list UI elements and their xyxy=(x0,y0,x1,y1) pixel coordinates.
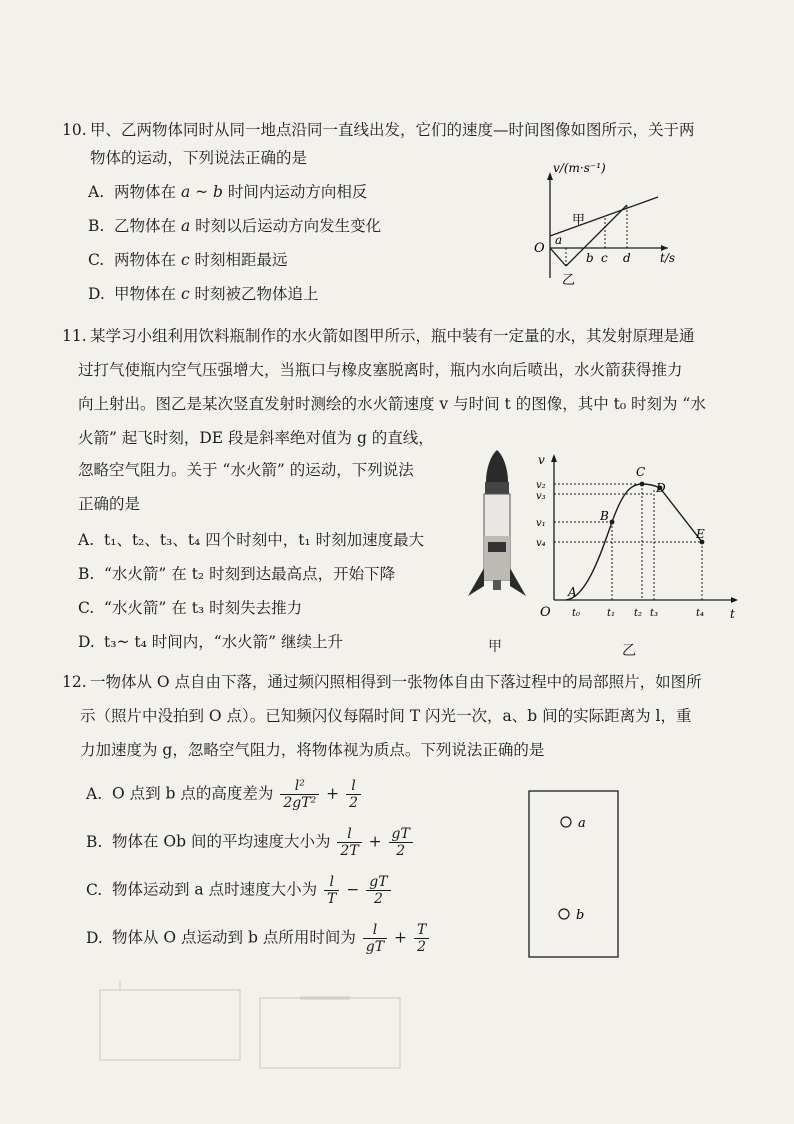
q12-d-operator: + xyxy=(394,928,408,947)
q12-b-f2-num: gT xyxy=(389,826,413,843)
q11-option-d xyxy=(78,632,343,652)
q10-tick-c: c xyxy=(601,251,608,265)
q10-option-a-mid: ~ xyxy=(190,183,214,201)
q10-vt-graph xyxy=(528,160,678,290)
q10-option-a-var2: b xyxy=(213,183,223,201)
q11-number: 11. xyxy=(62,327,87,345)
q11-xtick-t2: t₂ xyxy=(634,608,643,619)
q12-option-c-frac2 xyxy=(366,874,390,907)
q12-option-b xyxy=(86,826,415,859)
q10-option-b-post: 时刻以后运动方向发生变化 xyxy=(190,217,382,235)
q12-option-b-label: B. xyxy=(86,832,103,851)
q11-fig-yi-caption: 乙 xyxy=(622,643,636,659)
q12-option-c-text: 物体运动到 a 点时速度大小为 xyxy=(112,880,318,899)
q10-option-a-post: 时间内运动方向相反 xyxy=(222,183,368,201)
q11-label-a: A xyxy=(568,585,577,599)
q11-ytick-v3: v₃ xyxy=(536,491,546,502)
q10-stem-line1: 甲、乙两物体同时从同一地点沿同一直线出发，它们的速度—时间图像如图所示，关于两 xyxy=(90,121,695,139)
q11-origin: O xyxy=(540,605,551,620)
q10-option-a-label: A. xyxy=(88,183,105,201)
q12-a-f2-den: 2 xyxy=(349,795,358,811)
q11-ytick-v1: v₁ xyxy=(536,518,546,529)
q10-option-b xyxy=(88,216,381,236)
q12-stem-line1: 一物体从 O 点自由下落，通过频闪照相得到一张物体自由下落过程中的局部照片，如图所 xyxy=(90,673,702,691)
q11-option-a-label: A. xyxy=(78,531,95,549)
q10-option-b-pre: 乙物体在 xyxy=(114,217,181,235)
q11-option-d-label: D. xyxy=(78,633,95,651)
q11-option-a xyxy=(78,530,424,550)
rocket-label-band xyxy=(488,542,506,552)
q11-option-c xyxy=(78,598,302,618)
q10-option-b-label: B. xyxy=(88,217,105,235)
q10-option-d-var1: c xyxy=(180,285,190,303)
q12-option-a xyxy=(86,778,363,811)
q12-stem-line2: 示（照片中没拍到 O 点）。已知频闪仪每隔时间 T 闪光一次，a、b 间的实际距离为 l，重 xyxy=(80,707,692,725)
q12-label-b: b xyxy=(576,908,585,923)
q11-label-c: C xyxy=(636,465,646,479)
q12-d-f2-num: T xyxy=(414,922,429,939)
q10-option-a-pre: 两物体在 xyxy=(114,183,181,201)
q12-option-c-frac1 xyxy=(324,874,339,907)
q10-option-c-var1: c xyxy=(180,251,190,269)
q10-tick-d: d xyxy=(623,251,631,265)
q11-label-b: B xyxy=(600,509,609,523)
q12-c-f2-den: 2 xyxy=(373,891,383,907)
q10-option-c-label: C. xyxy=(88,251,105,269)
q11-stem-line1: 某学习小组利用饮料瓶制作的水火箭如图甲所示，瓶中装有一定量的水，其发射原理是通 xyxy=(90,327,695,345)
q11-point-c xyxy=(640,482,645,487)
q12-option-d xyxy=(86,922,431,955)
faint-circuit-left xyxy=(100,990,240,1060)
q10-tick-a: a xyxy=(555,233,563,247)
q10-option-c-post: 时刻相距最远 xyxy=(189,251,288,269)
q10-stem-line2: 物体的运动，下列说法正确的是 xyxy=(90,149,308,167)
q12-c-f1-num: l xyxy=(324,874,339,891)
q11-y-arrow xyxy=(551,454,557,462)
q11-point-b xyxy=(610,520,615,525)
q11-xtick-t4: t₄ xyxy=(696,608,705,619)
q12-a-operator: + xyxy=(326,784,340,803)
q12-option-a-text: O 点到 b 点的高度差为 xyxy=(112,784,274,803)
q10-option-b-var1: a xyxy=(180,217,191,235)
q12-d-f1-den: gT xyxy=(365,939,385,955)
q11-xtick-t0: t₀ xyxy=(572,608,581,619)
q11-xtick-t3: t₃ xyxy=(650,608,659,619)
q11-option-b-text: “水火箭” 在 t₂ 时刻到达最高点，开始下降 xyxy=(104,565,396,583)
q12-stem-line3: 力加速度为 g，忽略空气阻力，将物体视为质点。下列说法正确的是 xyxy=(80,741,545,759)
q10-option-d-pre: 甲物体在 xyxy=(114,285,181,303)
q11-x-arrow xyxy=(731,597,738,603)
q11-ytick-v4: v₄ xyxy=(536,538,546,549)
q12-photo-frame xyxy=(529,791,618,957)
q11-option-b xyxy=(78,564,395,584)
rocket-fin-left xyxy=(468,568,484,596)
q11-option-c-text: “水火箭” 在 t₃ 时刻失去推力 xyxy=(104,599,303,617)
rocket-neck xyxy=(485,482,509,494)
q11-label-d: D xyxy=(656,481,666,495)
q12-option-a-frac1 xyxy=(280,778,319,811)
q11-option-d-text: t₃~ t₄ 时间内，“水火箭” 继续上升 xyxy=(104,633,344,651)
q12-ball-b xyxy=(559,909,569,919)
q12-label-a: a xyxy=(578,816,586,831)
q12-b-f1-num: l xyxy=(337,826,361,843)
q12-c-operator: − xyxy=(346,880,360,899)
q12-b-operator: + xyxy=(368,832,382,851)
q10-option-d xyxy=(88,284,319,304)
q10-option-d-post: 时刻被乙物体追上 xyxy=(189,285,319,303)
rocket-nose-cone xyxy=(486,450,508,482)
q11-stem-line3: 向上射出。图乙是某次竖直发射时测绘的水火箭速度 v 与时间 t 的图像，其中 t₀ 时刻为 “水 xyxy=(78,395,706,413)
q12-b-f1-den: 2T xyxy=(340,843,359,859)
q10-option-a xyxy=(88,182,367,202)
q12-option-d-frac2 xyxy=(414,922,429,955)
q12-number: 12. xyxy=(62,673,87,691)
q11-ytick-v2: v₂ xyxy=(536,480,546,491)
q11-stem-line4: 火箭” 起飞时刻，DE 段是斜率绝对值为 g 的直线， xyxy=(78,429,434,447)
q10-option-d-label: D. xyxy=(88,285,105,303)
q10-x-label: t/s xyxy=(660,251,676,265)
q11-stem-line5: 忽略空气阻力。关于 “水火箭” 的运动，下列说法 xyxy=(78,461,414,479)
q11-fig-jia-caption: 甲 xyxy=(488,639,502,655)
q12-option-c-label: C. xyxy=(86,880,103,899)
q12-option-d-label: D. xyxy=(86,928,103,947)
q12-a-f1-num: l² xyxy=(280,778,319,795)
q12-option-a-label: A. xyxy=(86,784,103,803)
q11-y-label: v xyxy=(538,453,545,467)
q10-y-label: v/(m·s⁻¹) xyxy=(553,161,606,175)
q12-c-f1-den: T xyxy=(327,891,337,907)
q12-option-a-frac2 xyxy=(346,778,361,811)
faint-circuit-right xyxy=(260,998,400,1068)
q10-option-a-var1: a xyxy=(180,183,191,201)
q12-option-b-frac1 xyxy=(337,826,361,859)
q11-option-b-label: B. xyxy=(78,565,95,583)
q10-line-jia xyxy=(550,197,658,236)
water-rocket-illustration xyxy=(462,446,532,616)
q11-x-label: t xyxy=(730,607,735,621)
q10-label-yi: 乙 xyxy=(562,273,576,288)
q12-b-f2-den: 2 xyxy=(396,843,406,859)
q12-d-f1-num: l xyxy=(363,922,387,939)
q10-option-c xyxy=(88,250,288,270)
q12-c-f2-num: gT xyxy=(366,874,390,891)
q11-label-e: E xyxy=(696,527,705,541)
q12-flash-photo xyxy=(528,790,620,960)
q12-option-c xyxy=(86,874,393,907)
rocket-fin-right xyxy=(510,568,526,596)
q11-velocity-curve xyxy=(566,484,660,600)
q12-ball-a xyxy=(561,817,571,827)
q11-stem-line2: 过打气使瓶内空气压强增大，当瓶口与橡皮塞脱离时，瓶内水向后喷出，水火箭获得推力 xyxy=(78,361,683,379)
q11-option-a-text: t₁、t₂、t₃、t₄ 四个时刻中，t₁ 时刻加速度最大 xyxy=(104,531,425,549)
q11-vt-graph xyxy=(530,446,745,628)
q11-stem-line6: 正确的是 xyxy=(78,495,141,513)
q12-a-f2-num: l xyxy=(346,778,361,795)
q10-label-jia: 甲 xyxy=(572,213,586,228)
q12-option-d-text: 物体从 O 点运动到 b 点所用时间为 xyxy=(112,928,356,947)
q10-tick-b: b xyxy=(586,251,594,265)
q11-xtick-t1: t₁ xyxy=(607,608,616,619)
q10-origin: O xyxy=(534,241,545,256)
q10-option-c-pre: 两物体在 xyxy=(114,251,181,269)
q12-d-f2-den: 2 xyxy=(417,939,427,955)
q10-line-yi-seg1 xyxy=(550,248,566,266)
q10-number: 10. xyxy=(62,121,87,139)
q12-option-b-frac2 xyxy=(389,826,413,859)
q12-option-b-text: 物体在 Ob 间的平均速度大小为 xyxy=(112,832,331,851)
rocket-nozzle xyxy=(493,580,501,590)
q12-option-d-frac1 xyxy=(363,922,387,955)
bleed-through-circuit-sketch xyxy=(90,980,420,1090)
q11-option-c-label: C. xyxy=(78,599,95,617)
q12-a-f1-den: 2gT² xyxy=(283,795,317,811)
